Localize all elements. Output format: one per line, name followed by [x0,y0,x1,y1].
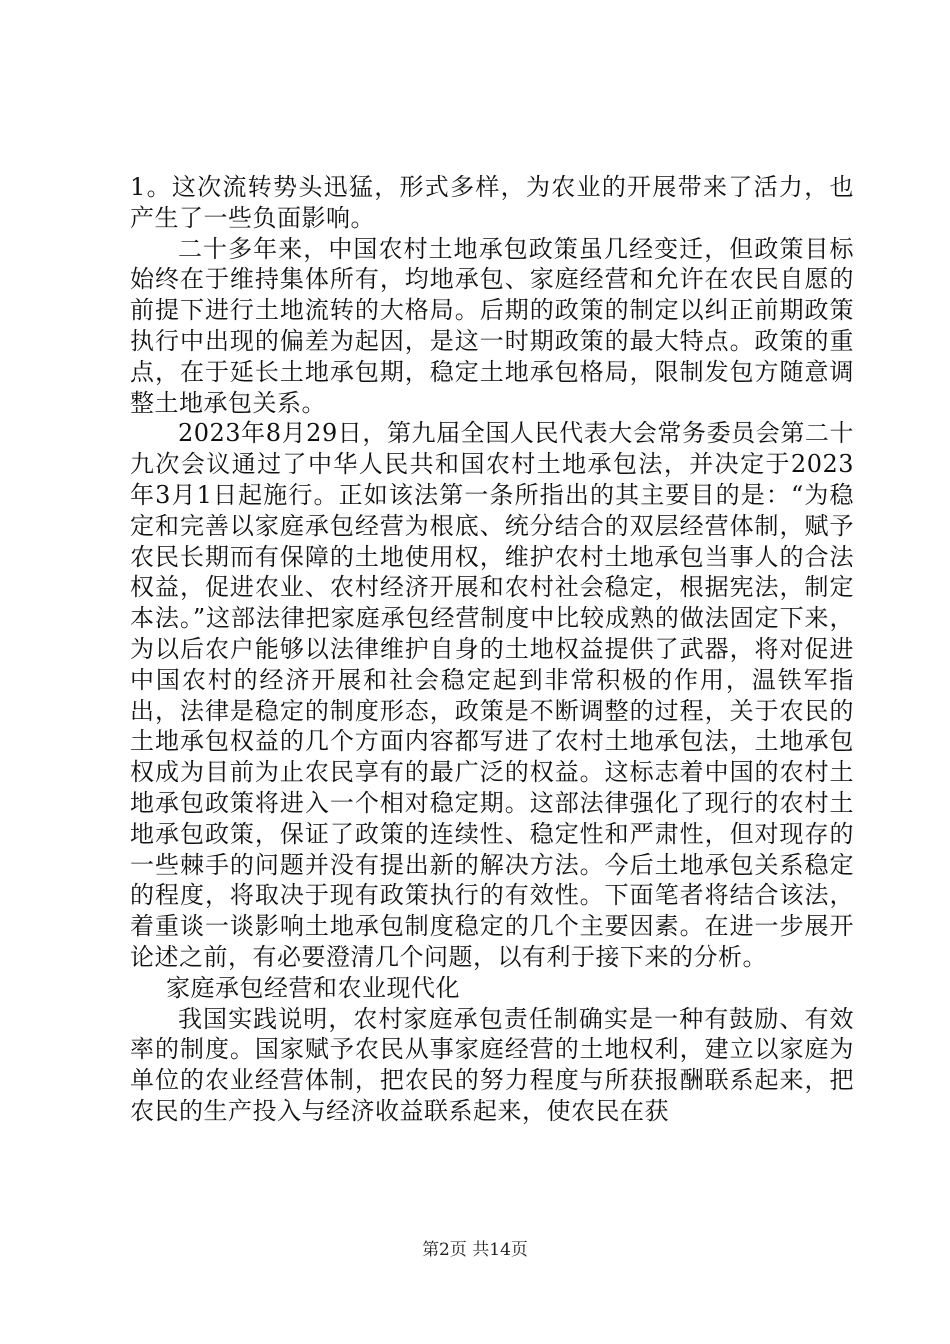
document-body [130,172,854,1127]
section-heading: 家庭承包经营和农业现代化 [166,973,460,1002]
paragraph-policy-history: 二十多年来，中国农村土地承包政策虽几经变迁，但政策目标始终在于维持集体所有，均地承包、家庭经营和允许在农民自愿的前提下进行土地流转的大格局。后期的政策的制定以纠正前期政策执行中出现的偏差为起因，是这一时期政策的最大特点。政策的重点，在于延长土地承包期，稳定土地承包格局，限制发包方随意调整土地承包关系。 [130,234,854,417]
page-number-footer: 第2页 共14页 [422,1240,528,1260]
paragraph-practice: 我国实践说明，农村家庭承包责任制确实是一种有鼓励、有效率的制度。国家赋予农民从事家庭经营的土地权利，建立以家庭为单位的农业经营体制，把农民的努力程度与所获报酬联系起来，把农民的生产投入与经济收益联系起来，使农民在获 [130,1004,854,1125]
paragraph-land-contract-law: 2023年8月29日，第九届全国人民代表大会常务委员会第二十九次会议通过了中华人民共和国农村土地承包法，并决定于2023年3月1日起施行。正如该法第一条所指出的其主要目的是：“为稳定和完善以家庭承包经营为根底、统分结合的双层经营体制，赋予农民长期而有保障的土地使用权，维护农村土地承包当事人的合法权益，促进农业、农村经济开展和农村社会稳定，根据宪法，制定本法。”这部法律把家庭承包经营制度中比较成熟的做法固定下来，为以后农户能够以法律维护自身的土地权益提供了武器，将对促进中国农村的经济开展和社会稳定起到非常积极的作用，温铁军指出，法律是稳定的制度形态，政策是不断调整的过程，关于农民的土地承包权益的几个方面内容都写进了农村土地承包法，土地承包权成为目前为止农民享有的最广泛的权益。这标志着中国的农村土地承包政策将进入一个相对稳定期。这部法律强化了现行的农村土地承包政策，保证了政策的连续性、稳定性和严肃性，但对现存的一些棘手的问题并没有提出新的解决方法。今后土地承包关系稳定的程度，将取决于现有政策执行的有效性。下面笔者将结合该法，着重谈一谈影响土地承包制度稳定的几个主要因素。在进一步展开论述之前，有必要澄清几个问题，以有利于接下来的分析。 [130,419,854,971]
paragraph-continuation: 1。这次流转势头迅猛，形式多样，为农业的开展带来了活力，也产生了一些负面影响。 [130,173,854,232]
